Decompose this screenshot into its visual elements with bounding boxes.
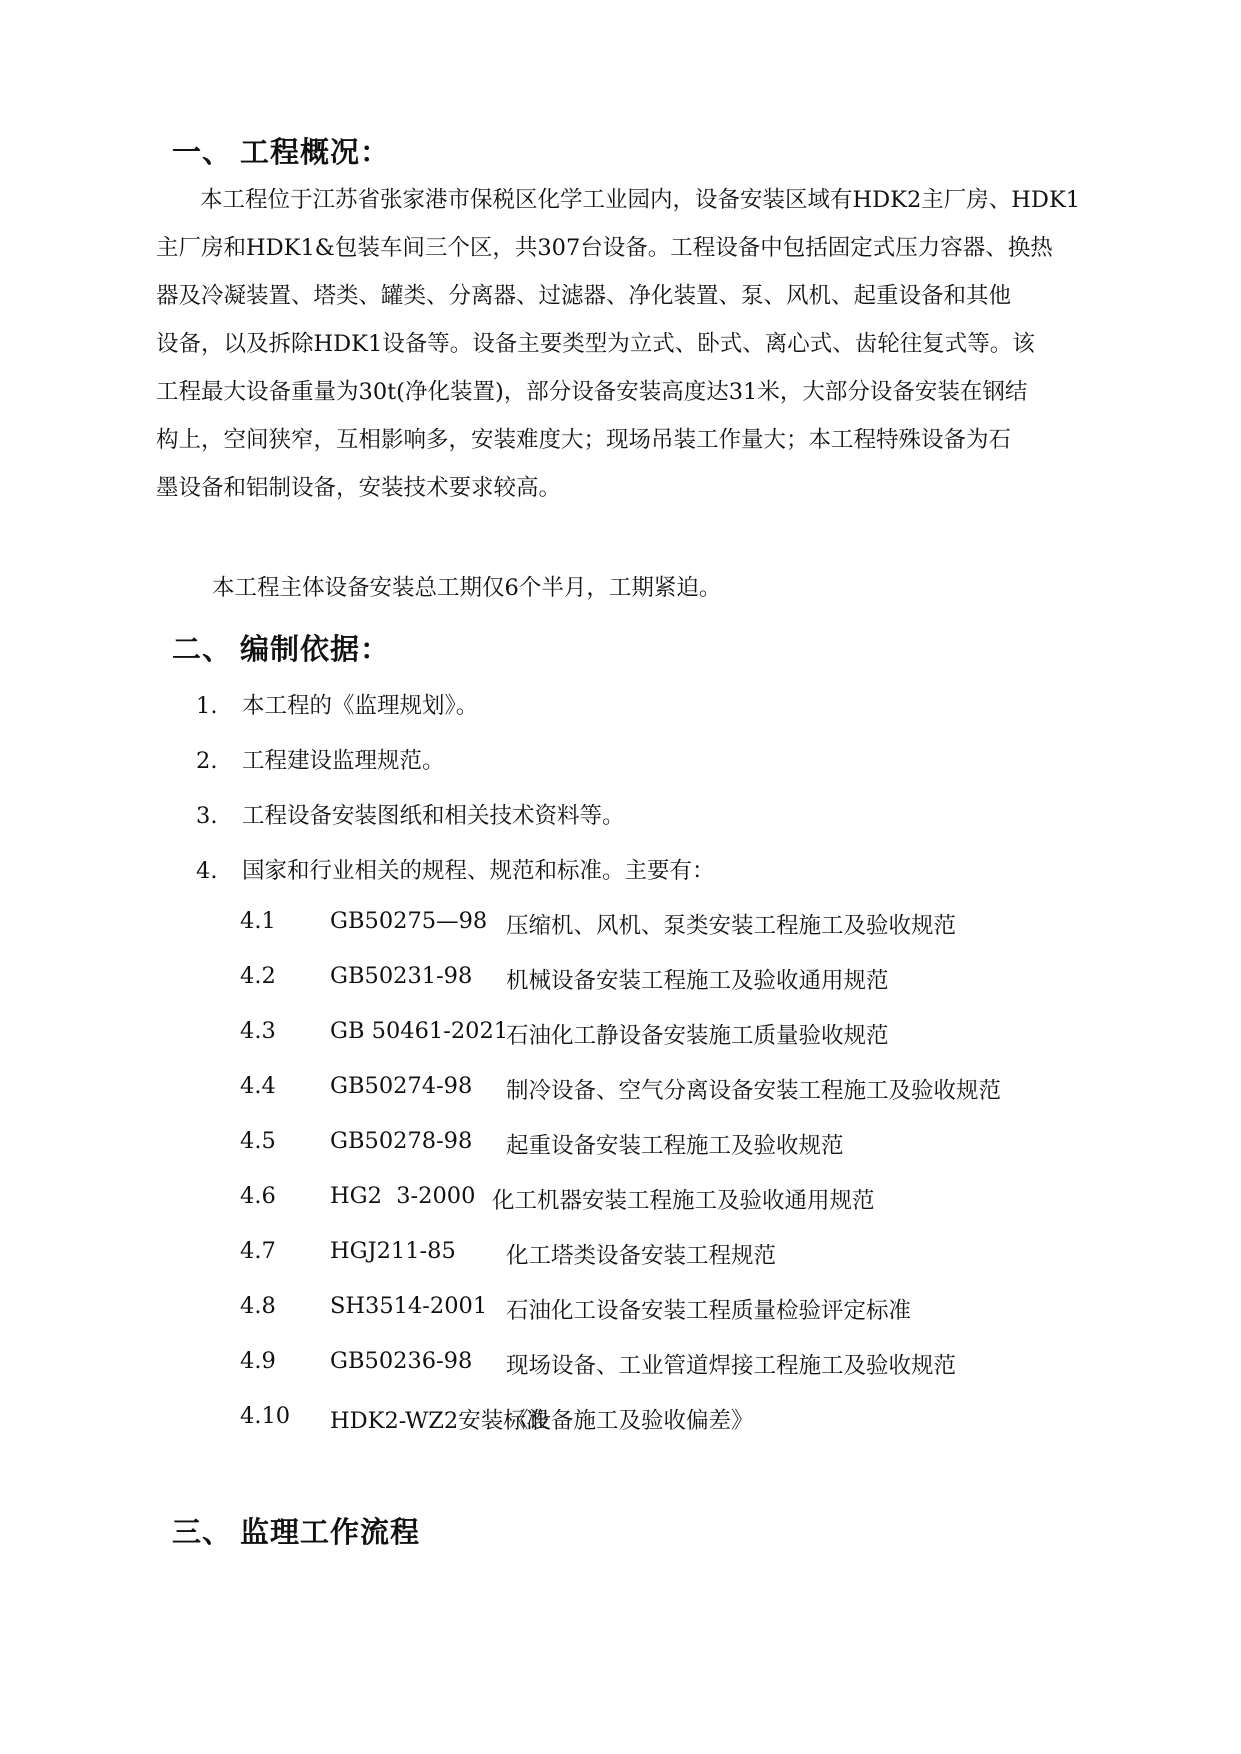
- list-item: [196, 853, 715, 885]
- paragraph-line: 工程最大设备重量为30t(净化装置)，部分设备安装高度达31米，大部分设备安装在钢结: [156, 379, 1028, 405]
- schedule-note: 本工程主体设备安装总工期仅6个半月，工期紧迫。: [212, 575, 722, 601]
- standard-code: GB50275—98: [330, 908, 488, 934]
- paragraph-line: 墨设备和铝制设备，安装技术要求较高。: [156, 475, 562, 501]
- standard-code: GB 50461-2021: [330, 1018, 509, 1044]
- standard-number: 4.9: [240, 1348, 276, 1374]
- section-number: 一、: [172, 135, 233, 169]
- list-item-number: 1.: [196, 693, 218, 719]
- list-item-text: 工程建设监理规范。: [242, 748, 445, 774]
- section-number: 三、: [172, 1515, 233, 1549]
- section-heading-1: [172, 130, 390, 171]
- list-item: [196, 688, 478, 720]
- standard-number: 4.6: [240, 1183, 276, 1209]
- standard-title: 化工塔类设备安装工程规范: [506, 1243, 777, 1269]
- standard-code: GB50231-98: [330, 963, 473, 989]
- list-item-number: 3.: [196, 803, 218, 829]
- standard-code: GB50236-98: [330, 1348, 473, 1374]
- list-item-number: 2.: [196, 748, 218, 774]
- standard-code: GB50274-98: [330, 1073, 473, 1099]
- standard-title: 石油化工设备安装工程质量检验评定标准: [506, 1298, 912, 1324]
- standard-code: HGJ211-85: [330, 1238, 456, 1264]
- standard-title: 现场设备、工业管道焊接工程施工及验收规范: [506, 1353, 957, 1379]
- list-item: [196, 798, 625, 830]
- standard-title: 机械设备安装工程施工及验收通用规范: [506, 968, 889, 994]
- standard-number: 4.1: [240, 908, 276, 934]
- section-number: 二、: [172, 632, 233, 666]
- list-item-text: 工程设备安装图纸和相关技术资料等。: [242, 803, 625, 829]
- section-heading-2: [172, 627, 390, 668]
- standard-number: 4.2: [240, 963, 276, 989]
- standard-number: 4.10: [240, 1403, 291, 1429]
- section-title: 工程概况：: [240, 135, 391, 169]
- standard-code: HG2 3-2000: [330, 1183, 476, 1209]
- paragraph-line: 主厂房和HDK1&包装车间三个区，共307台设备。工程设备中包括固定式压力容器、换热: [156, 235, 1053, 261]
- standard-title: 起重设备安装工程施工及验收规范: [506, 1133, 844, 1159]
- list-item-text: 本工程的《监理规划》。: [242, 693, 479, 719]
- standard-title: 石油化工静设备安装施工质量验收规范: [506, 1023, 889, 1049]
- standard-code: HDK2-WZ2安装标准: [330, 1408, 549, 1434]
- list-item-text: 国家和行业相关的规程、规范和标准。主要有：: [242, 858, 715, 884]
- standard-title: 《设备施工及验收偏差》: [506, 1408, 754, 1434]
- standard-title: 制冷设备、空气分离设备安装工程施工及验收规范: [506, 1078, 1002, 1104]
- standard-number: 4.8: [240, 1293, 276, 1319]
- standard-number: 4.7: [240, 1238, 276, 1264]
- standard-code: SH3514-2001: [330, 1293, 488, 1319]
- standard-title: 化工机器安装工程施工及验收通用规范: [492, 1188, 875, 1214]
- paragraph-line: 构上，空间狭窄，互相影响多，安装难度大；现场吊装工作量大；本工程特殊设备为石: [156, 427, 1012, 453]
- list-item: [196, 743, 445, 775]
- section-title: 监理工作流程: [240, 1515, 421, 1549]
- standard-title: 压缩机、风机、泵类安装工程施工及验收规范: [506, 913, 957, 939]
- section-title: 编制依据：: [240, 632, 391, 666]
- paragraph-line: 本工程位于江苏省张家港市保税区化学工业园内，设备安装区域有HDK2主厂房、HDK1: [200, 187, 1081, 213]
- paragraph-line: 设备，以及拆除HDK1设备等。设备主要类型为立式、卧式、离心式、齿轮往复式等。该: [156, 331, 1035, 357]
- overview-paragraph: [156, 176, 1136, 512]
- section-heading-3: [172, 1510, 420, 1551]
- standard-number: 4.3: [240, 1018, 276, 1044]
- standard-code: GB50278-98: [330, 1128, 473, 1154]
- paragraph-line: 器及冷凝装置、塔类、罐类、分离器、过滤器、净化装置、泵、风机、起重设备和其他: [156, 283, 1012, 309]
- standard-number: 4.5: [240, 1128, 276, 1154]
- list-item-number: 4.: [196, 858, 218, 884]
- standard-number: 4.4: [240, 1073, 276, 1099]
